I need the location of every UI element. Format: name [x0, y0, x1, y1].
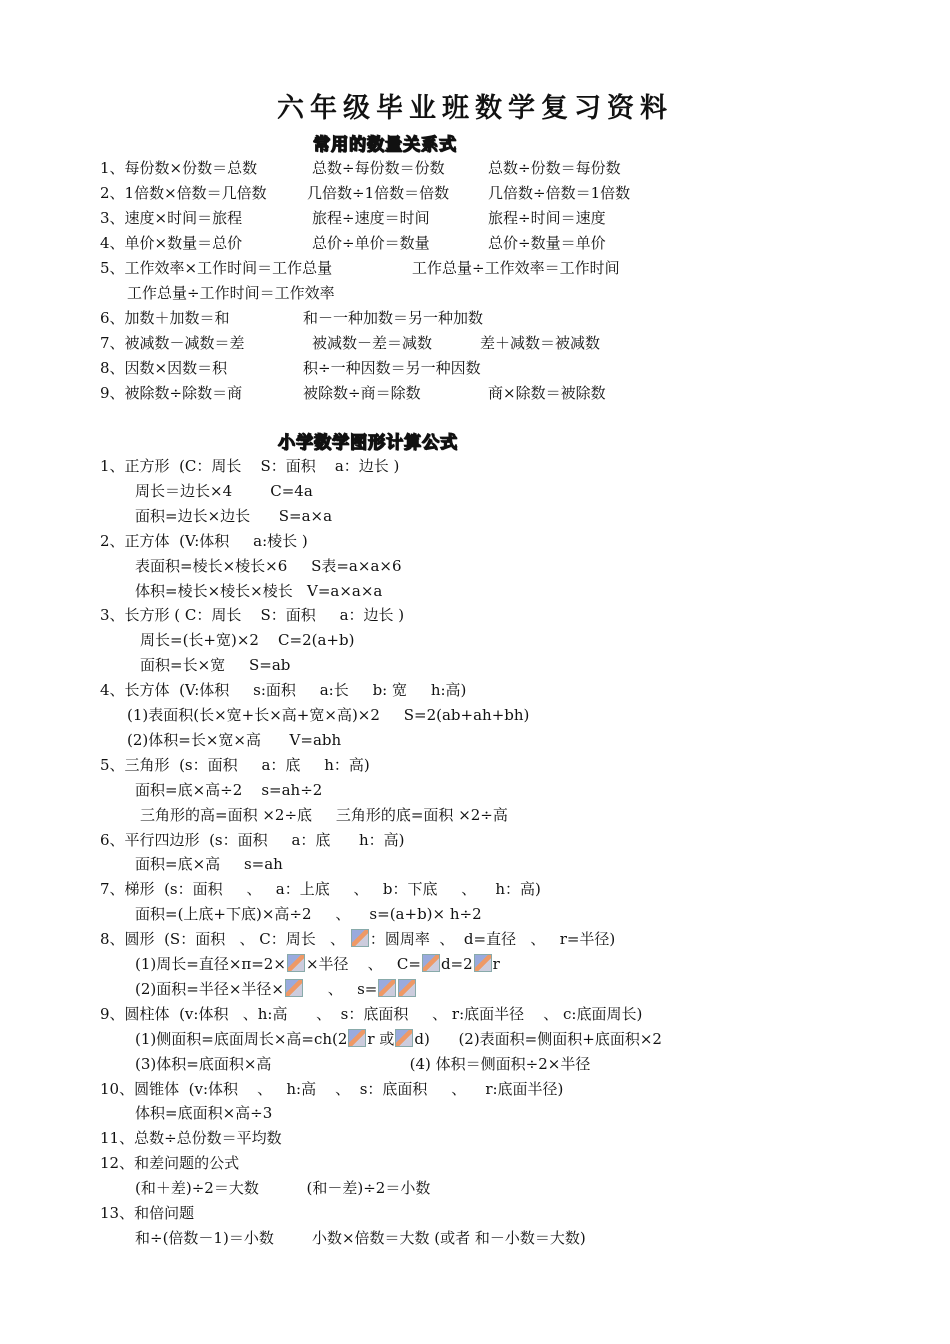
formula-text: 三角形的高=面积 ×2÷底 三角形的底=面积 ×2÷高: [140, 805, 508, 824]
formula-text: 2、正方体 (V:体积 a:棱长 ): [100, 531, 308, 550]
pi-symbol-image-icon: [285, 979, 303, 997]
formula-text: 体积=底面积×高÷3: [135, 1104, 273, 1123]
formula-line: [100, 605, 404, 625]
formula-text: 面积=底×高 s=ah: [135, 855, 283, 874]
formula-text: ：圆周率 、 d=直径 、 r=半径): [369, 930, 616, 949]
relation-formula: 9、被除数÷除数＝商: [100, 384, 243, 402]
formula-line: [135, 854, 283, 874]
formula-line: [135, 1029, 662, 1049]
relation-formula: 旅程÷速度＝时间: [312, 209, 430, 227]
relation-formula: 工作总量÷工作时间＝工作效率: [127, 284, 335, 302]
relation-formula: 3、速度×时间＝旅程: [100, 209, 243, 227]
relation-formula: 7、被减数－减数＝差: [100, 334, 245, 352]
formula-text: 8、圆形 (S：面积 、 C：周长 、: [100, 930, 350, 949]
relation-formula: 商×除数＝被除数: [488, 384, 606, 402]
formula-text: 和÷(倍数－1)＝小数 小数×倍数＝大数 (或者 和－小数＝大数): [135, 1228, 586, 1247]
pi-symbol-image-icon: [395, 1029, 413, 1047]
formula-line: [135, 1054, 590, 1074]
formula-line: [100, 1128, 282, 1148]
formula-text: 周长＝边长×4 C=4a: [135, 481, 313, 500]
formula-line: [127, 730, 341, 750]
formula-line: [100, 456, 399, 476]
document-title: 六年级毕业班数学复习资料: [277, 93, 673, 124]
formula-text: (3)体积=底面积×高 (4) 体积＝侧面积÷2×半径: [135, 1054, 591, 1073]
relation-formula: 6、加数＋加数＝和: [100, 309, 230, 327]
formula-text: r 或: [367, 1029, 395, 1048]
formula-line: [100, 1203, 194, 1223]
pi-symbol-image-icon: [287, 954, 305, 972]
formula-line: [135, 506, 332, 526]
formula-text: 周长=(长+宽)×2 C=2(a+b): [140, 631, 355, 650]
formula-line: [140, 655, 290, 675]
formula-line: [100, 830, 405, 850]
relation-formula: 1、每份数×份数＝总数: [100, 159, 258, 177]
formula-text: 体积=棱长×棱长×棱长 V=a×a×a: [135, 581, 383, 600]
formula-text: 6、平行四边形 (s：面积 a：底 h：高): [100, 830, 405, 849]
relation-formula: 工作总量÷工作效率＝工作时间: [412, 259, 620, 277]
pi-symbol-image-icon: [422, 954, 440, 972]
formula-line: [100, 1153, 239, 1173]
formula-line: [135, 1228, 586, 1248]
formula-text: 表面积=棱长×棱长×6 S表=a×a×6: [135, 556, 402, 575]
formula-line: [100, 755, 370, 775]
formula-text: (2)体积=长×宽×高 V=abh: [127, 730, 342, 749]
formula-text: 4、长方体 (V:体积 s:面积 a:长 b: 宽 h:高): [100, 681, 467, 700]
formula-text: 5、三角形 (s：面积 a：底 h：高): [100, 755, 370, 774]
formula-line: [135, 581, 382, 601]
formula-text: 1、正方形 (C：周长 S：面积 a：边长 ): [100, 457, 400, 475]
formula-line: [140, 630, 354, 650]
formula-text: 13、和倍问题: [100, 1204, 195, 1222]
relation-formula: 差＋减数＝被减数: [480, 334, 601, 352]
pi-symbol-image-icon: [378, 979, 396, 997]
relation-formula: 总数÷份数＝每份数: [488, 159, 621, 177]
relation-formula: 2、1倍数×倍数＝几倍数: [100, 184, 267, 202]
relation-formula: 几倍数÷1倍数＝倍数: [307, 184, 450, 202]
relation-formula: 旅程÷时间＝速度: [488, 209, 606, 227]
formula-text: 10、圆锥体 (v:体积 、 h:高 、 s：底面积 、 r:底面半径): [100, 1079, 564, 1098]
formula-line: [100, 1079, 563, 1099]
formula-text: 7、梯形 (s：面积 、 a：上底 、 b：下底 、 h：高): [100, 880, 541, 899]
pi-symbol-image-icon: [351, 929, 369, 947]
formula-line: [100, 929, 615, 949]
formula-line: [135, 556, 402, 576]
formula-line: [100, 680, 466, 700]
formula-line: [135, 481, 313, 501]
relation-formula: 和－一种加数＝另一种加数: [303, 309, 484, 327]
pi-symbol-image-icon: [348, 1029, 366, 1047]
pi-symbol-image-icon: [474, 954, 492, 972]
formula-text: (2)面积=半径×半径×: [135, 979, 284, 998]
relation-formula: 5、工作效率×工作时间＝工作总量: [100, 259, 333, 277]
relation-formula: 总价÷单价＝数量: [312, 234, 430, 252]
formula-text: 12、和差问题的公式: [100, 1154, 240, 1173]
formula-text: (1)表面积(长×宽+长×高+宽×高)×2 S=2(ab+ah+bh): [127, 706, 530, 724]
relation-formula: 几倍数÷倍数＝1倍数: [488, 184, 631, 202]
formula-line: [135, 904, 482, 924]
formula-text: 9、圆柱体 (v:体积 、h:高 、 s：底面积 、 r:底面半径 、 c:底面周长): [100, 1004, 643, 1023]
relation-formula: 积÷一种因数＝另一种因数: [303, 359, 481, 377]
formula-text: d=2: [440, 955, 473, 973]
relation-formula: 被除数÷商＝除数: [303, 384, 421, 402]
formula-text: 面积=长×宽 S=ab: [140, 656, 291, 675]
formula-line: [135, 780, 322, 800]
formula-text: 、 s=: [303, 979, 378, 998]
formula-text: (1)周长=直径×π=2×: [135, 955, 286, 973]
pi-symbol-image-icon: [398, 979, 416, 997]
formula-text: ×半径 、 C=: [305, 955, 421, 973]
formula-text: (1)侧面积=底面周长×高=ch(2: [135, 1029, 348, 1048]
formula-text: r: [492, 955, 500, 973]
formula-line: [140, 805, 508, 825]
formula-line: [100, 531, 308, 551]
formula-text: d) (2)表面积=侧面积+底面积×2: [414, 1029, 662, 1048]
formula-text: 面积=底×高÷2 s=ah÷2: [135, 780, 323, 799]
relation-formula: 被减数－差＝减数: [312, 334, 433, 352]
relation-formula: 总数÷每份数＝份数: [312, 159, 445, 177]
formula-text: (和＋差)÷2＝大数 (和－差)÷2＝小数: [135, 1179, 431, 1198]
formula-line: [135, 1103, 272, 1123]
relation-formula: 4、单价×数量＝总价: [100, 234, 243, 252]
formula-text: 面积=边长×边长 S=a×a: [135, 506, 333, 525]
formula-line: [135, 979, 417, 999]
formula-line: [100, 879, 541, 899]
formula-text: 11、总数÷总份数＝平均数: [100, 1129, 282, 1148]
formula-text: 面积=(上底+下底)×高÷2 、 s=(a+b)× h÷2: [135, 905, 482, 924]
relation-formula: 总价÷数量＝单价: [488, 234, 606, 252]
relation-formula: 8、因数×因数＝积: [100, 359, 228, 377]
section-heading-geometry-formulas: 小学数学图形计算公式: [278, 433, 458, 453]
formula-line: [135, 1178, 430, 1198]
formula-line: [127, 705, 529, 725]
formula-line: [135, 954, 500, 974]
formula-text: 3、长方形 ( C：周长 S：面积 a：边长 ): [100, 606, 405, 625]
formula-line: [100, 1004, 642, 1024]
section-heading-quantity-relations: 常用的数量关系式: [313, 135, 457, 155]
